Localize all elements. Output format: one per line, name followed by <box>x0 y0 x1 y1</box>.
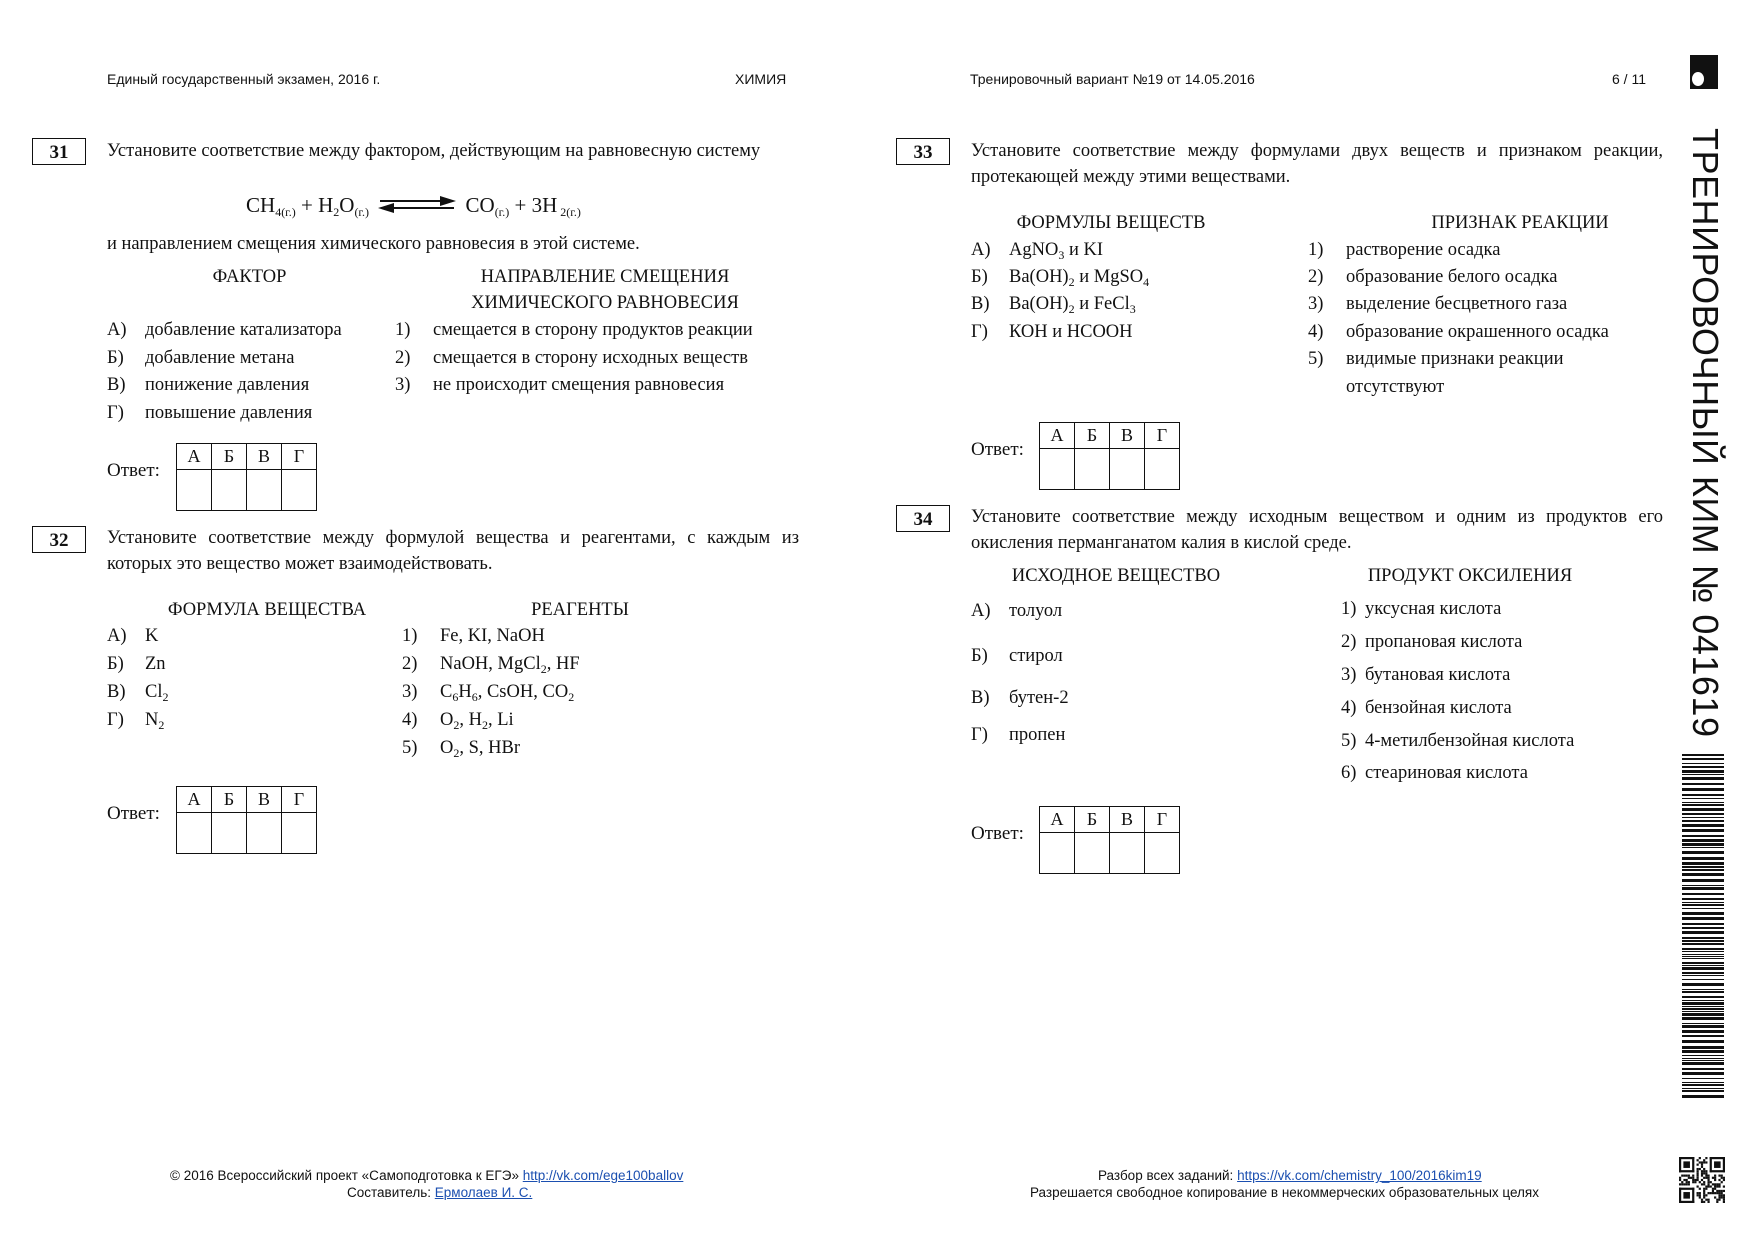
answer-cell[interactable] <box>1110 449 1145 490</box>
corner-marker-icon <box>1690 55 1718 89</box>
list-item: Б) добавление метана <box>107 348 295 368</box>
answer-cell[interactable] <box>1075 449 1110 490</box>
qr-code-icon <box>1679 1157 1725 1203</box>
list-item: 1) уксусная кислота <box>1341 599 1502 619</box>
list-item: 6) стеариновая кислота <box>1341 763 1528 783</box>
footer-copyright-line: © 2016 Всероссийский проект «Самоподготовка к ЕГЭ» http://vk.com/ege100ballov <box>170 1168 684 1183</box>
question-number: 34 <box>896 505 950 532</box>
question-number: 31 <box>32 138 86 165</box>
answer-cell[interactable] <box>247 470 282 511</box>
list-item: А) K <box>107 626 159 646</box>
answer-label: Ответ: <box>971 439 1024 460</box>
column-head-reagents: РЕАГЕНТЫ <box>531 600 629 620</box>
column-head-formula: ФОРМУЛА ВЕЩЕСТВА <box>167 600 367 620</box>
question-text: Установите соответствие между формулой вещества и реагентами, с каждым из которых это вещество может взаимодействовать. <box>107 528 799 574</box>
list-item-cont: отсутствуют <box>1346 377 1445 397</box>
answer-cell[interactable] <box>1145 449 1180 490</box>
question-text: Установите соответствие между фактором, действующим на равновесную систему <box>107 141 761 161</box>
answer-cell[interactable] <box>1075 833 1110 874</box>
list-item: 5) $O_2$, S, HBr <box>402 738 521 760</box>
list-item: В) $Cl_2$ <box>107 682 169 704</box>
list-item: Г) КОН и НСООН <box>971 322 1133 342</box>
column-head-product: ПРОДУКТ ОКСИЛЕНИЯ <box>1367 566 1573 586</box>
answer-cell[interactable] <box>212 470 247 511</box>
list-item: Б) стирол <box>971 646 1063 666</box>
reaction-equation: $CH_{4(г.)} + H_2O_{(г.)}$ $CO_{(г.)} + 3H$ $_{2(г.)}$ <box>246 193 581 219</box>
answer-label: Ответ: <box>107 803 160 824</box>
column-head-formulas: ФОРМУЛЫ ВЕЩЕСТВ <box>1016 213 1206 233</box>
list-item: 3) не происходит смещения равновесия <box>395 375 725 395</box>
question-number: 32 <box>32 526 86 553</box>
answer-cell[interactable] <box>1040 449 1075 490</box>
answer-table: А Б В Г <box>176 443 317 511</box>
list-item: 2) образование белого осадка <box>1308 267 1558 287</box>
column-head-direction: НАПРАВЛЕНИЕ СМЕЩЕНИЯ <box>480 267 730 287</box>
list-item: 3) $C_6H_6$, CsOH, $CO_2$ <box>402 682 575 704</box>
list-item: В) бутен-2 <box>971 688 1069 708</box>
side-title: ТРЕНИРОВОЧНЫЙ КИМ № 041619 <box>1685 128 1726 738</box>
column-head-direction-2: ХИМИЧЕСКОГО РАВНОВЕСИЯ <box>471 293 739 313</box>
list-item: 3) выделение бесцветного газа <box>1308 294 1568 314</box>
header-variant: Тренировочный вариант №19 от 14.05.2016 <box>970 71 1255 87</box>
list-item: Б) Zn <box>107 654 166 674</box>
answer-table: А Б В Г <box>176 786 317 854</box>
answer-label: Ответ: <box>107 460 160 481</box>
answer-cell[interactable] <box>247 813 282 854</box>
list-item: 5) 4-метилбензойная кислота <box>1341 731 1575 751</box>
answer-cell[interactable] <box>1110 833 1145 874</box>
list-item: В) $Ba(OH)_2$ и FeCl$_3$ <box>971 294 1136 316</box>
equilibrium-arrows-icon <box>376 193 458 215</box>
list-item: А) добавление катализатора <box>107 320 342 340</box>
column-head-sign: ПРИЗНАК РЕАКЦИИ <box>1431 213 1609 233</box>
footer-link-analysis[interactable]: https://vk.com/chemistry_100/2016kim19 <box>1237 1168 1482 1183</box>
question-number: 33 <box>896 138 950 165</box>
list-item: 1) растворение осадка <box>1308 240 1501 260</box>
header-subject: ХИМИЯ <box>735 71 787 87</box>
list-item: В) понижение давления <box>107 375 310 395</box>
question-text: Установите соответствие между формулами двух веществ и признаком реакции, протекающей между этими веществами. <box>971 141 1663 187</box>
footer-analysis-line: Разбор всех заданий: https://vk.com/chemistry_100/2016kim19 <box>1098 1168 1482 1183</box>
footer-link-project[interactable]: http://vk.com/ege100ballov <box>522 1168 684 1183</box>
answer-label: Ответ: <box>971 823 1024 844</box>
answer-cell[interactable] <box>1145 833 1180 874</box>
column-head-factor: ФАКТОР <box>212 267 287 287</box>
answer-cell[interactable] <box>282 470 317 511</box>
list-item: 2) NaOH, MgCl$_2$, HF <box>402 654 580 676</box>
list-item: 3) бутановая кислота <box>1341 665 1511 685</box>
footer-link-author[interactable]: Ермолаев И. С. <box>434 1185 533 1200</box>
list-item: А) AgNO$_3$ и KI <box>971 240 1104 262</box>
list-item: 1) Fe, KI, NaOH <box>402 626 545 646</box>
list-item: Г) повышение давления <box>107 403 313 423</box>
answer-cell[interactable] <box>177 813 212 854</box>
list-item: Б) $Ba(OH)_2$ и MgSO$_4$ <box>971 267 1150 289</box>
list-item: 4) бензойная кислота <box>1341 698 1512 718</box>
column-head-substance: ИСХОДНОЕ ВЕЩЕСТВО <box>1011 566 1221 586</box>
answer-cell[interactable] <box>1040 833 1075 874</box>
footer-license: Разрешается свободное копирование в некоммерческих образовательных целях <box>1030 1185 1539 1200</box>
question-text-cont: и направлением смещения химического равновесия в этой системе. <box>107 234 640 254</box>
answer-cell[interactable] <box>212 813 247 854</box>
list-item: 1) смещается в сторону продуктов реакции <box>395 320 753 340</box>
header-page-number: 6 / 11 <box>1612 71 1646 87</box>
answer-table: А Б В Г <box>1039 422 1180 490</box>
list-item: 5) видимые признаки реакции <box>1308 349 1564 369</box>
list-item: 4) $O_2$, $H_2$, Li <box>402 710 514 732</box>
question-text: Установите соответствие между исходным веществом и одним из продуктов его окисления перманганатом калия в кислой среде. <box>971 507 1663 553</box>
answer-table: А Б В Г <box>1039 806 1180 874</box>
list-item: 4) образование окрашенного осадка <box>1308 322 1609 342</box>
list-item: Г) пропен <box>971 725 1066 745</box>
list-item: 2) смещается в сторону исходных веществ <box>395 348 748 368</box>
answer-cell[interactable] <box>282 813 317 854</box>
list-item: А) толуол <box>971 601 1063 621</box>
header-exam-title: Единый государственный экзамен, 2016 г. <box>107 71 381 87</box>
list-item: Г) $N_2$ <box>107 710 165 732</box>
barcode-icon <box>1682 752 1724 1100</box>
footer-author-line: Составитель: Ермолаев И. С. <box>347 1185 533 1200</box>
list-item: 2) пропановая кислота <box>1341 632 1523 652</box>
answer-cell[interactable] <box>177 470 212 511</box>
